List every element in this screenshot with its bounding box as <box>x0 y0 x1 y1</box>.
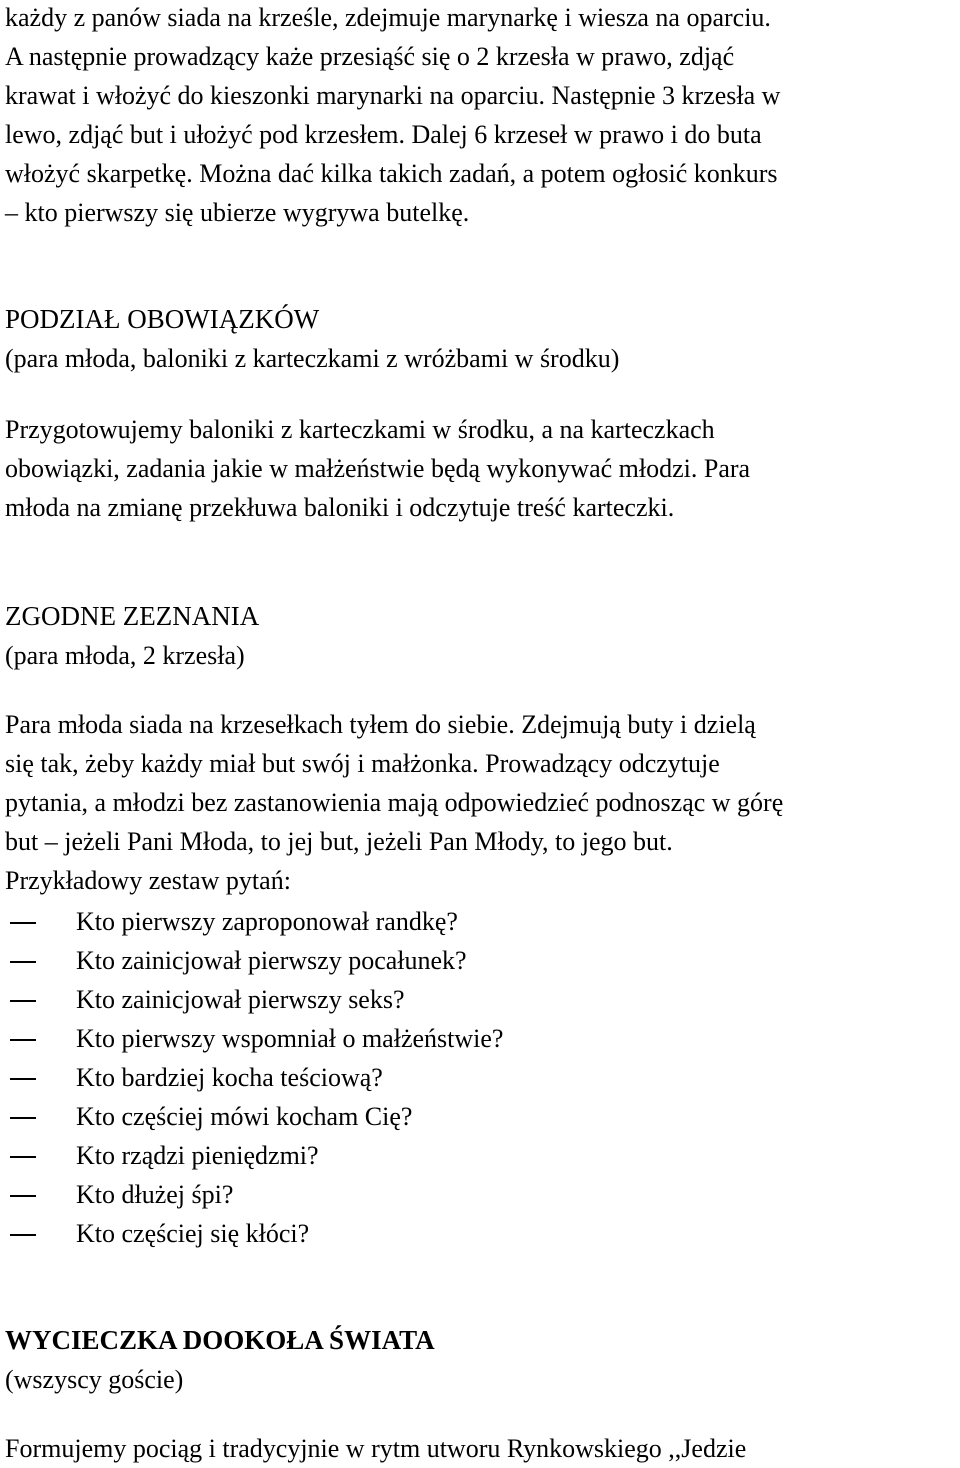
section-title: PODZIAŁ OBOWIĄZKÓW <box>5 304 320 334</box>
dash-bullet-icon <box>10 922 36 924</box>
section-body <box>5 1429 960 1468</box>
paragraph-line: pytania, a młodzi bez zastanowienia mają odpowiedzieć podnosząc w górę <box>5 788 784 817</box>
list-item <box>5 1136 960 1175</box>
section-subtitle: (para młoda, baloniki z karteczkami z wróżbami w środku) <box>5 344 620 373</box>
section-title: WYCIECZKA DOOKOŁA ŚWIATA <box>5 1325 435 1355</box>
paragraph-line: krawat i włożyć do kieszonki marynarki na oparciu. Następnie 3 krzesła w <box>5 81 781 110</box>
question-list <box>5 902 960 1253</box>
question-text: Kto częściej mówi kocham Cię? <box>76 1102 413 1131</box>
dash-bullet-icon <box>10 961 36 963</box>
dash-bullet-icon <box>10 1078 36 1080</box>
section-body <box>5 705 960 900</box>
dash-bullet-icon <box>10 1039 36 1041</box>
dash-bullet-icon <box>10 1234 36 1236</box>
document-page <box>5 0 960 1468</box>
question-text: Kto rządzi pieniędzmi? <box>76 1141 319 1170</box>
list-item <box>5 980 960 1019</box>
intro-paragraph <box>5 0 960 232</box>
list-item <box>5 1097 960 1136</box>
paragraph-line: Para młoda siada na krzesełkach tyłem do siebie. Zdejmują buty i dzielą <box>5 710 756 739</box>
paragraph-line: lewo, zdjąć but i ułożyć pod krzesłem. Dalej 6 krzeseł w prawo i do buta <box>5 120 762 149</box>
paragraph-line: młoda na zmianę przekłuwa baloniki i odczytuje treść karteczki. <box>5 493 675 522</box>
dash-bullet-icon <box>10 1156 36 1158</box>
list-item <box>5 1058 960 1097</box>
paragraph-line: Przykładowy zestaw pytań: <box>5 866 291 895</box>
question-text: Kto pierwszy zaproponował randkę? <box>76 907 458 936</box>
list-item <box>5 941 960 980</box>
paragraph-line: Przygotowujemy baloniki z karteczkami w środku, a na karteczkach <box>5 415 715 444</box>
question-text: Kto bardziej kocha teściową? <box>76 1063 383 1092</box>
paragraph-line: włożyć skarpetkę. Można dać kilka takich zadań, a potem ogłosić konkurs <box>5 159 778 188</box>
list-item <box>5 1175 960 1214</box>
question-text: Kto częściej się kłóci? <box>76 1219 310 1248</box>
section-wycieczka-dookola-swiata <box>5 1321 960 1468</box>
question-text: Kto dłużej śpi? <box>76 1180 234 1209</box>
question-text: Kto zainicjował pierwszy seks? <box>76 985 405 1014</box>
list-item <box>5 902 960 941</box>
section-zgodne-zeznania <box>5 597 960 1253</box>
paragraph-line: Formujemy pociąg i tradycyjnie w rytm utworu Rynkowskiego ,,Jedzie <box>5 1434 747 1463</box>
section-body <box>5 410 960 527</box>
dash-bullet-icon <box>10 1000 36 1002</box>
paragraph-line: się tak, żeby każdy miał but swój i małżonka. Prowadzący odczytuje <box>5 749 720 778</box>
paragraph-line: obowiązki, zadania jakie w małżeństwie będą wykonywać młodzi. Para <box>5 454 751 483</box>
section-title: ZGODNE ZEZNANIA <box>5 601 260 631</box>
dash-bullet-icon <box>10 1117 36 1119</box>
question-text: Kto zainicjował pierwszy pocałunek? <box>76 946 467 975</box>
list-item <box>5 1019 960 1058</box>
question-text: Kto pierwszy wspomniał o małżeństwie? <box>76 1024 504 1053</box>
section-subtitle: (para młoda, 2 krzesła) <box>5 641 245 670</box>
dash-bullet-icon <box>10 1195 36 1197</box>
section-podzial-obowiazkow <box>5 300 960 527</box>
paragraph-line: A następnie prowadzący każe przesiąść się o 2 krzesła w prawo, zdjąć <box>5 42 735 71</box>
paragraph-line: but – jeżeli Pani Młoda, to jej but, jeżeli Pan Młody, to jego but. <box>5 827 673 856</box>
section-subtitle: (wszyscy goście) <box>5 1365 184 1394</box>
paragraph-line: każdy z panów siada na krześle, zdejmuje marynarkę i wiesza na oparciu. <box>5 3 771 32</box>
list-item <box>5 1214 960 1253</box>
paragraph-line: – kto pierwszy się ubierze wygrywa butelkę. <box>5 198 470 227</box>
